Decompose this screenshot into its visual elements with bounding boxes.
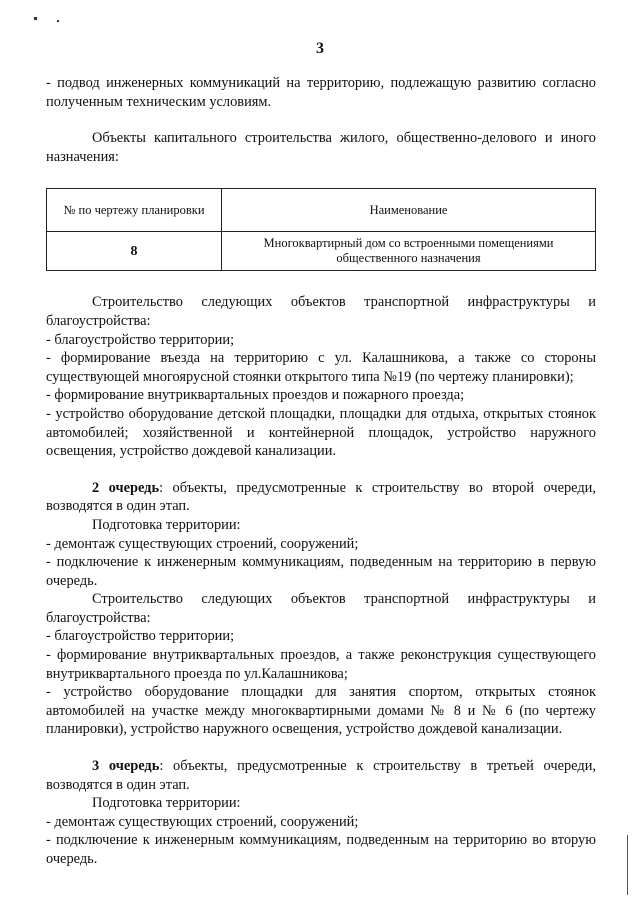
paragraph: - подвод инженерных коммуникаций на территорию, подлежащую развитию согласно полученным техническим условиям. [46, 75, 596, 110]
list-item: - формирование внутриквартальных проездов и пожарного проезда; [46, 387, 465, 404]
list-item: - устройство оборудование детской площадки, площадки для отдыха, открытых стоянок автомобилей; хозяйственной и контейнерной площадок, устройство наружного освещения, устройство дождевой канализации. [46, 405, 596, 460]
table-header-cell: Наименование [222, 189, 596, 232]
section-lead-text: : объекты, предусмотренные к строительству во второй очереди, возводятся в один этап. [46, 479, 596, 515]
objects-table [46, 188, 596, 271]
section-lead [46, 479, 596, 516]
section-label: 3 очередь [92, 758, 160, 775]
section-lead [46, 757, 596, 794]
list-item: - демонтаж существующих строений, сооружений; [46, 535, 359, 552]
scan-speck [34, 17, 37, 20]
document-body [46, 74, 596, 869]
list-item: - устройство оборудование площадки для занятия спортом, открытых стоянок автомобилей на участке между многоквартирными домами № 8 и № 6 (по чертежу планировки), устройство наружного освещения, устройство дождевой канализации. [46, 684, 596, 738]
paragraph: Строительство следующих объектов транспортной инфраструктуры и благоустройства: [46, 294, 596, 329]
paragraph: Строительство следующих объектов транспортной инфраструктуры и благоустройства: [46, 591, 596, 626]
scan-edge-line [627, 835, 628, 895]
list-item: - формирование внутриквартальных проездов, а также реконструкция существующего внутриквартального проезда по ул.Калашникова; [46, 647, 596, 682]
list-item: - формирование въезда на территорию с ул. Калашникова, а также со стороны существующей многоярусной стоянки открытого типа №19 (по чертежу планировки); [46, 350, 596, 385]
table-header-cell: № по чертежу планировки [47, 189, 222, 232]
scan-speck [57, 20, 59, 22]
list-item: - подключение к инженерным коммуникациям, подведенным на территорию в первую очередь. [46, 554, 596, 589]
page-number: 3 [316, 40, 324, 57]
section-label: 2 очередь [92, 479, 160, 496]
paragraph: Подготовка территории: [92, 516, 241, 533]
table-cell-name: Многоквартирный дом со встроенными помещениями общественного назначения [222, 232, 596, 271]
section-lead-text: : объекты, предусмотренные к строительству в третьей очереди, возводятся в один этап. [46, 758, 596, 793]
paragraph: Объекты капитального строительства жилого, общественно-делового и иного назначения: [46, 130, 596, 165]
list-item: - благоустройство территории; [46, 331, 235, 348]
table-cell-number: 8 [47, 232, 222, 271]
paragraph: Подготовка территории: [92, 795, 241, 812]
list-item: - демонтаж существующих строений, сооружений; [46, 813, 359, 830]
table-row [47, 232, 596, 271]
list-item: - подключение к инженерным коммуникациям, подведенным на территорию во вторую очередь. [46, 832, 596, 867]
table-header-row [47, 189, 596, 232]
list-item: - благоустройство территории; [46, 628, 235, 645]
